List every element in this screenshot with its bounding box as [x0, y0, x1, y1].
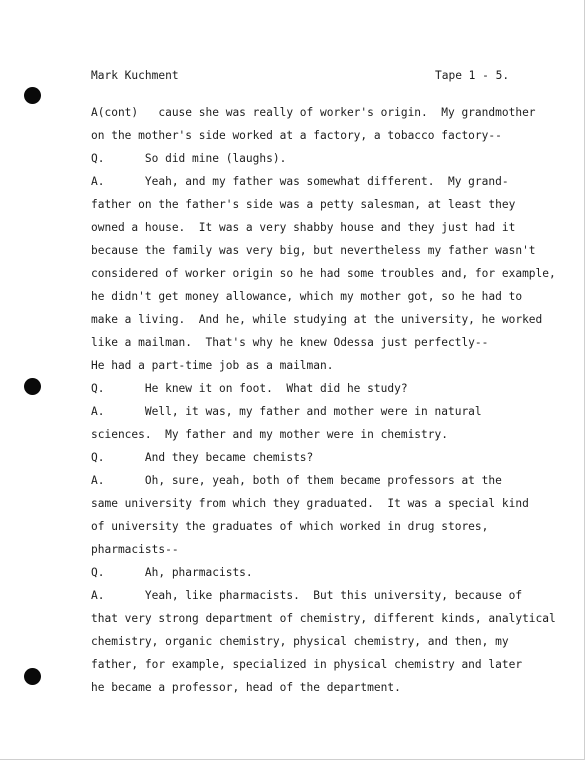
transcript-line: that very strong department of chemistry, different kinds, analytical	[91, 612, 556, 625]
transcript-line: sciences. My father and my mother were in chemistry.	[91, 428, 448, 441]
binder-hole-middle	[24, 378, 41, 395]
transcript-line: because the family was very big, but nevertheless my father wasn't	[91, 244, 536, 257]
transcript-line: chemistry, organic chemistry, physical chemistry, and then, my	[91, 635, 509, 648]
tape-number: Tape 1 - 5.	[435, 69, 510, 82]
transcript-line: He had a part-time job as a mailman.	[91, 359, 334, 372]
transcript-line: Q. And they became chemists?	[91, 451, 314, 464]
transcript-line: A. Yeah, and my father was somewhat different. My grand-	[91, 175, 509, 188]
transcript-body	[91, 101, 571, 699]
transcript-line: he became a professor, head of the department.	[91, 681, 401, 694]
binder-hole-top	[24, 87, 41, 104]
transcript-line: pharmacists--	[91, 543, 179, 556]
transcript-line: father, for example, specialized in physical chemistry and later	[91, 658, 523, 671]
transcript-line: considered of worker origin so he had some troubles and, for example,	[91, 267, 556, 280]
transcript-line: father on the father's side was a petty salesman, at least they	[91, 198, 516, 211]
transcript-line: A. Yeah, like pharmacists. But this university, because of	[91, 589, 523, 602]
binder-hole-bottom	[24, 668, 41, 685]
transcript-line: A(cont) cause she was really of worker's origin. My grandmother	[91, 106, 536, 119]
transcript-line: like a mailman. That's why he knew Odessa just perfectly--	[91, 336, 489, 349]
transcript-line: Q. So did mine (laughs).	[91, 152, 287, 165]
transcript-line: on the mother's side worked at a factory, a tobacco factory--	[91, 129, 502, 142]
transcript-line: same university from which they graduated. It was a special kind	[91, 497, 529, 510]
page-header	[91, 69, 525, 85]
transcript-line: A. Oh, sure, yeah, both of them became professors at the	[91, 474, 502, 487]
transcript-line: he didn't get money allowance, which my mother got, so he had to	[91, 290, 523, 303]
transcript-line: make a living. And he, while studying at the university, he worked	[91, 313, 543, 326]
transcript-line: Q. Ah, pharmacists.	[91, 566, 253, 579]
interviewee-name: Mark Kuchment	[91, 69, 179, 82]
transcript-line: of university the graduates of which worked in drug stores,	[91, 520, 489, 533]
transcript-line: owned a house. It was a very shabby house and they just had it	[91, 221, 516, 234]
transcript-line: Q. He knew it on foot. What did he study?	[91, 382, 408, 395]
transcript-line: A. Well, it was, my father and mother were in natural	[91, 405, 482, 418]
